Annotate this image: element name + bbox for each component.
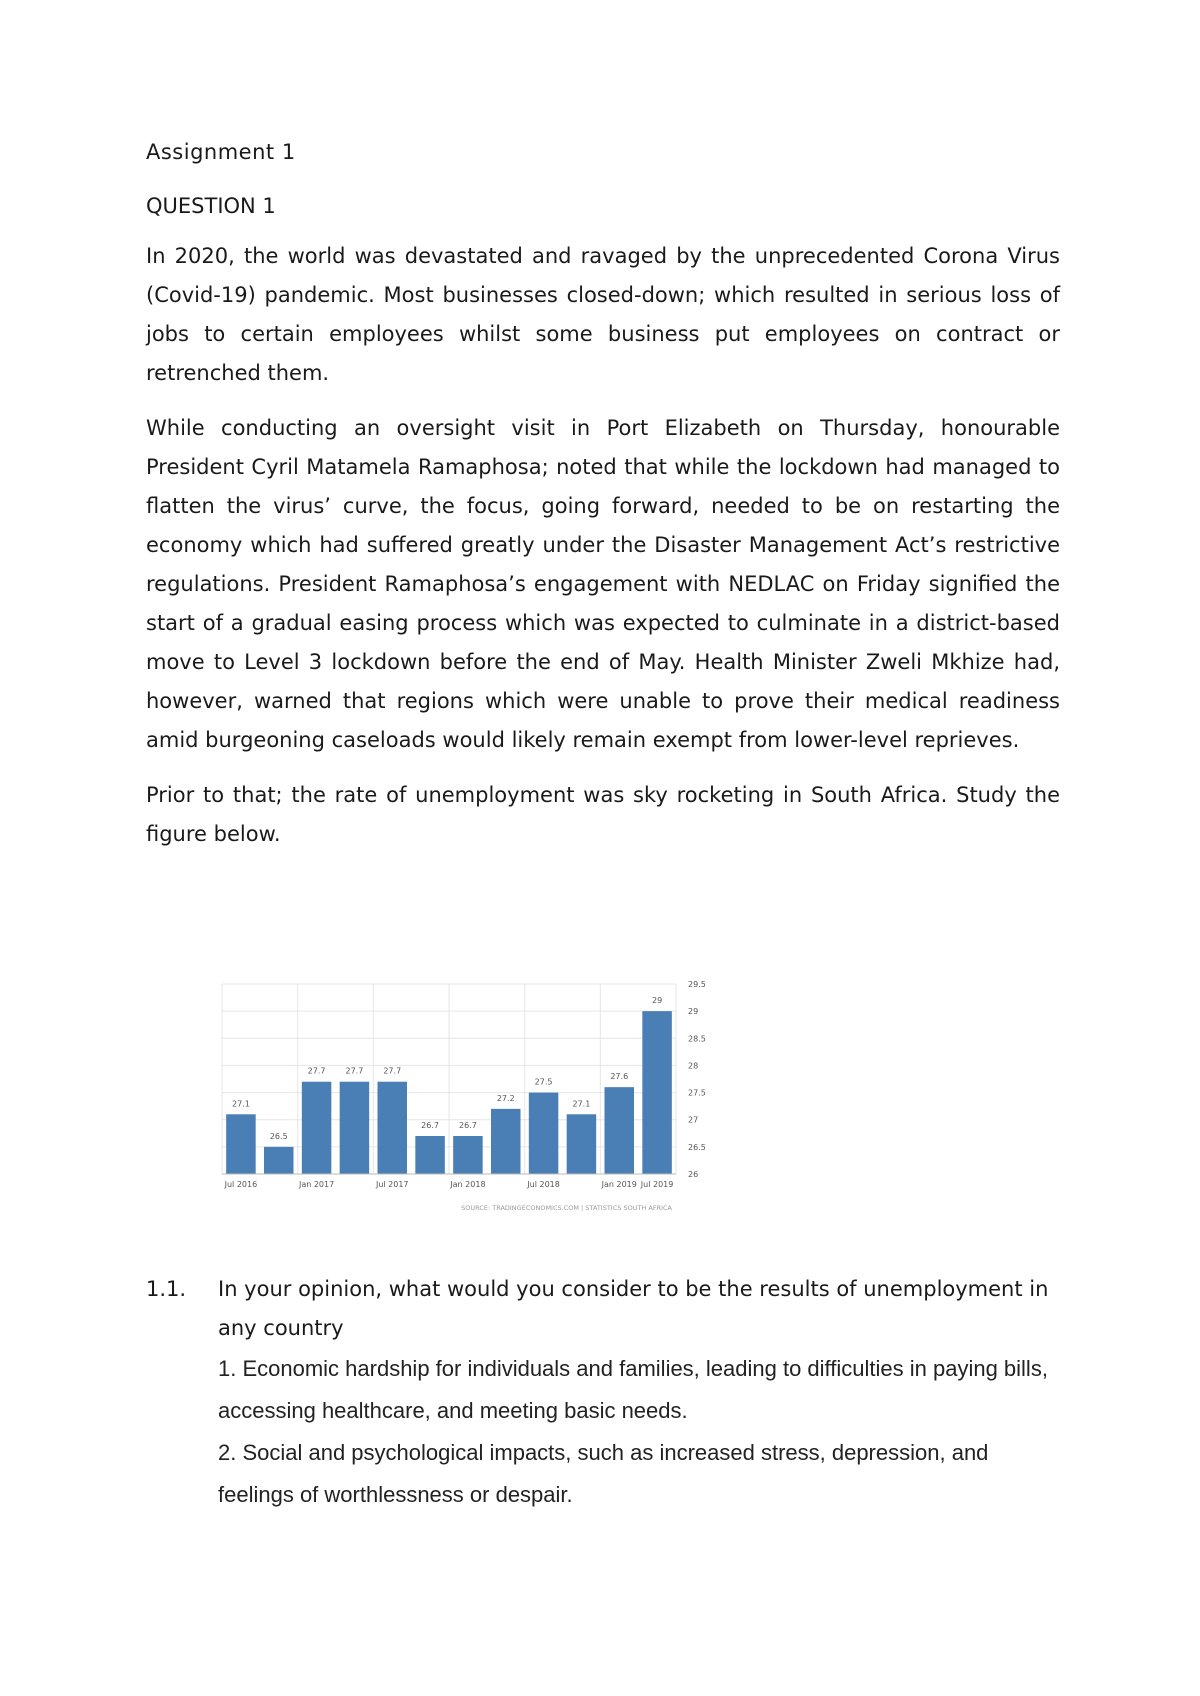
question-text: In your opinion, what would you consider to be the results of unemployment in any country [218, 1277, 1049, 1340]
assignment-title: Assignment 1 [146, 140, 296, 164]
chart-bar [415, 1136, 445, 1174]
answer-list [218, 1348, 1060, 1516]
chart-bar [529, 1093, 559, 1174]
chart-bar [377, 1082, 407, 1174]
y-tick-label: 29 [688, 1007, 699, 1017]
bar-value-label: 27.7 [307, 1066, 326, 1076]
y-tick-label: 29.5 [688, 980, 706, 989]
answer-item: 1. Economic hardship for individuals and families, leading to difficulties in paying bills, accessing healthcare, and meeting basic needs. [218, 1356, 1048, 1423]
chart-bar [567, 1114, 597, 1174]
y-tick-label: 26 [688, 1170, 699, 1179]
intro-paragraph: In 2020, the world was devastated and ravaged by the unprecedented Corona Virus (Covid-19) pandemic. Most businesses closed-down; which resulted in serious loss of jobs to certain employees whilst some business put employees on contract or retrenched them. [146, 244, 1060, 385]
answer-item: 2. Social and psychological impacts, such as increased stress, depression, and feelings of worthlessness or despair. [218, 1440, 989, 1507]
x-tick-label: Jul 2016 [224, 1180, 258, 1189]
figure-prompt-paragraph: Prior to that; the rate of unemployment was sky rocketing in South Africa. Study the figure below. [146, 783, 1060, 846]
bar-value-label: 27.1 [232, 1099, 250, 1109]
x-tick-label: Jul 2017 [375, 1180, 409, 1189]
question-list [146, 1270, 1060, 1516]
bar-value-label: 27.7 [345, 1066, 364, 1076]
chart-bar [340, 1082, 370, 1174]
chart-svg [218, 970, 728, 1218]
bar-value-label: 26.7 [459, 1121, 477, 1130]
x-tick-label: Jan 2018 [450, 1180, 486, 1189]
question-number: 1.1. [146, 1277, 187, 1301]
chart-bar [642, 1011, 672, 1174]
question-heading: QUESTION 1 [146, 194, 276, 218]
y-tick-label: 28 [688, 1061, 699, 1071]
chart-bar [453, 1136, 483, 1174]
chart-bar [491, 1109, 521, 1174]
context-paragraph: While conducting an oversight visit in Port Elizabeth on Thursday, honourable President Cyril Matamela Ramaphosa; noted that while the lockdown had managed to flatten the virus’ curve, the focus, going forward, needed to be on restarting the economy which had suffered greatly under the Disaster Management Act’s restrictive regulations. President Ramaphosa’s engagement with NEDLAC on Friday signified the start of a gradual easing process which was expected to culminate in a district-based move to Level 3 lockdown before the end of May. Health Minister Zweli Mkhize had, however, warned that regions which were unable to prove their medical readiness amid burgeoning caseloads would likely remain exempt from lower-level reprieves. [146, 416, 1060, 752]
chart-source: SOURCE: TRADINGECONOMICS.COM | STATISTICS SOUTH AFRICA [461, 1204, 672, 1212]
question-item [146, 1270, 1060, 1348]
bar-value-label: 26.5 [269, 1131, 288, 1141]
bar-value-label: 27.7 [383, 1066, 402, 1076]
y-tick-label: 26.5 [688, 1142, 706, 1152]
chart-bar [302, 1082, 332, 1174]
bar-value-label: 26.7 [421, 1121, 439, 1130]
chart-bar [604, 1087, 634, 1174]
x-tick-label: Jan 2019 [601, 1180, 637, 1189]
document-body [146, 140, 1060, 854]
bar-value-label: 27.6 [610, 1072, 629, 1082]
bar-value-label: 27.5 [534, 1077, 553, 1087]
x-tick-label: Jan 2017 [298, 1180, 335, 1189]
x-tick-label: Jul 2019 [640, 1180, 674, 1189]
y-tick-label: 28.5 [688, 1034, 706, 1044]
unemployment-chart [218, 970, 728, 1218]
chart-bar [264, 1147, 294, 1174]
bar-value-label: 29 [651, 996, 663, 1006]
bar-value-label: 27.2 [496, 1093, 515, 1103]
y-tick-label: 27 [688, 1115, 699, 1125]
y-tick-label: 27.5 [688, 1088, 706, 1098]
x-tick-label: Jul 2018 [527, 1180, 560, 1189]
bar-value-label: 27.1 [572, 1099, 591, 1109]
chart-bar [226, 1114, 256, 1174]
